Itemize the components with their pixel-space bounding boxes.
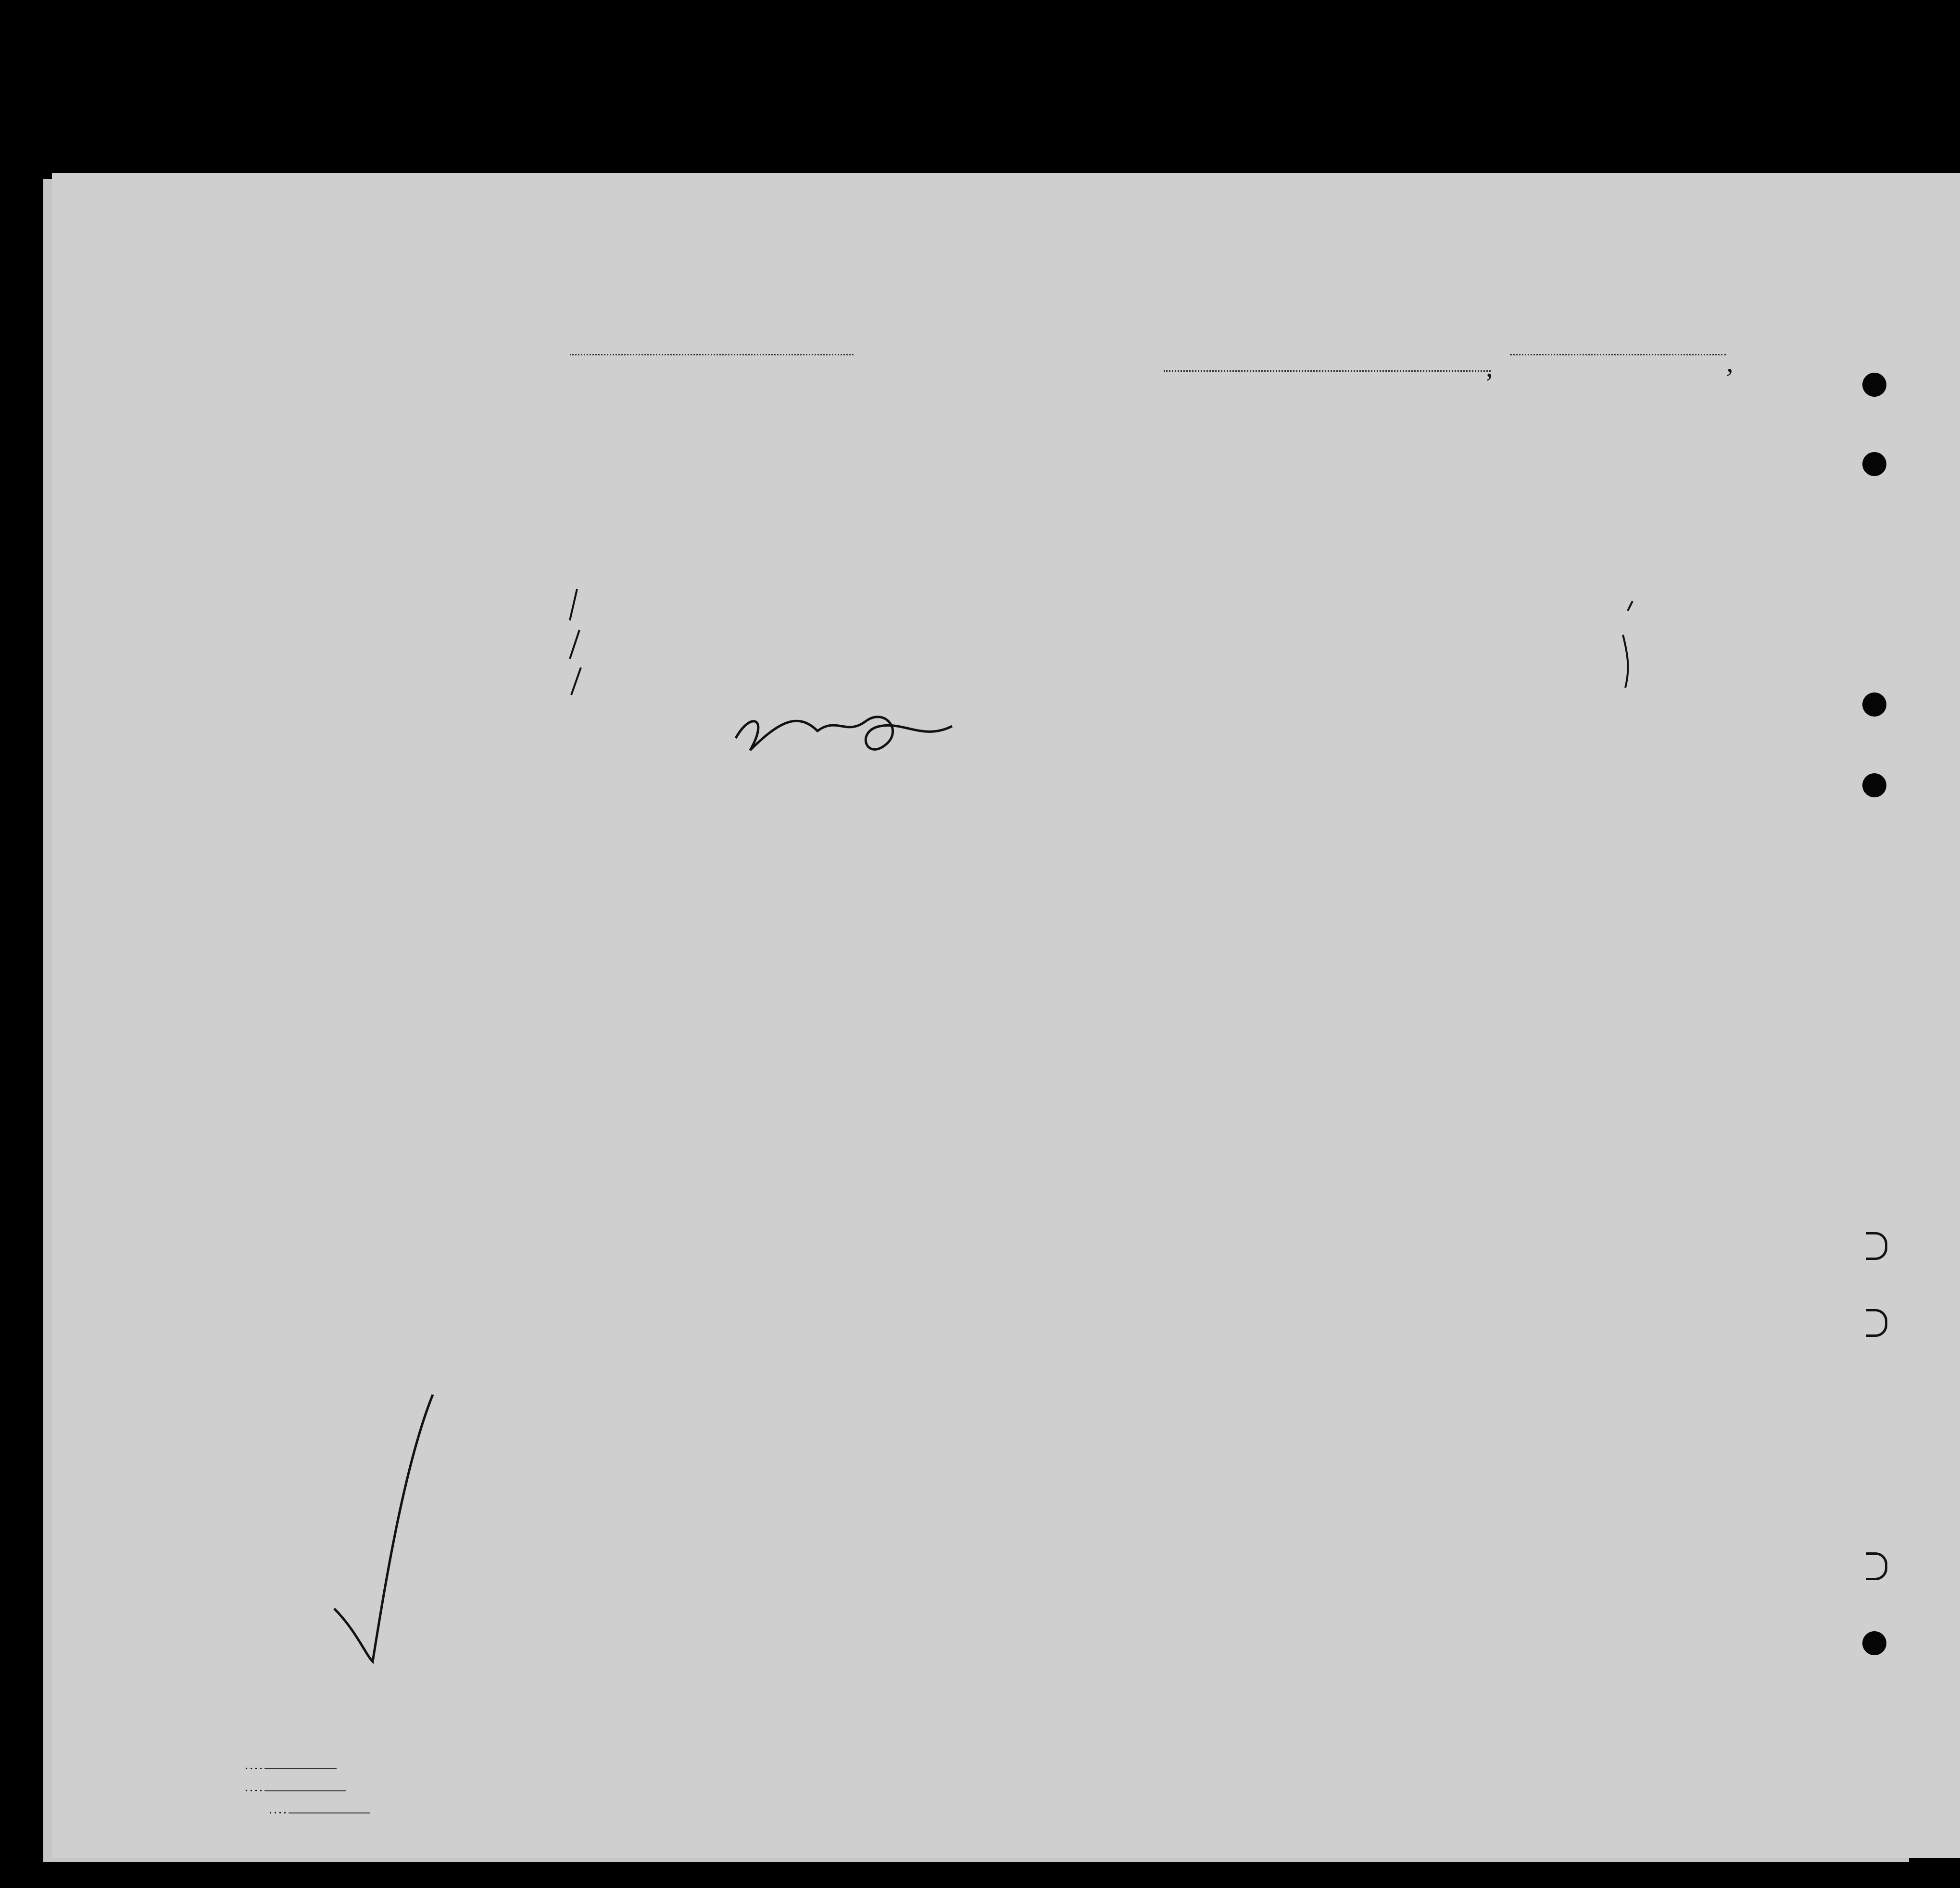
- binder-notch: [1866, 1552, 1887, 1580]
- inspector-signature: [736, 717, 952, 750]
- comma: ,: [1486, 352, 1493, 383]
- binder-hole: [1862, 373, 1886, 397]
- aliens-label: . . . .: [245, 1800, 370, 1822]
- binder-notch: [1866, 1309, 1887, 1337]
- sailing-year: ,: [1726, 347, 1734, 378]
- binder-hole: [1862, 1631, 1886, 1655]
- binder-notch: [1866, 1232, 1887, 1260]
- us-citizens-label: . . . .: [245, 1777, 370, 1800]
- date-underline-mark: [1628, 601, 1633, 611]
- check-mark: [334, 1395, 433, 1661]
- data-column-mark: [1623, 635, 1628, 688]
- age-slash-1: [570, 589, 577, 620]
- age-slash-2: [570, 630, 579, 659]
- binder-hole: [1862, 452, 1886, 476]
- binder-hole: [1862, 773, 1886, 797]
- totals-block: [245, 1755, 370, 1822]
- binder-hole: [1862, 692, 1886, 717]
- total-passengers-label: . . . .: [245, 1755, 370, 1777]
- age-slash-3: [571, 667, 581, 695]
